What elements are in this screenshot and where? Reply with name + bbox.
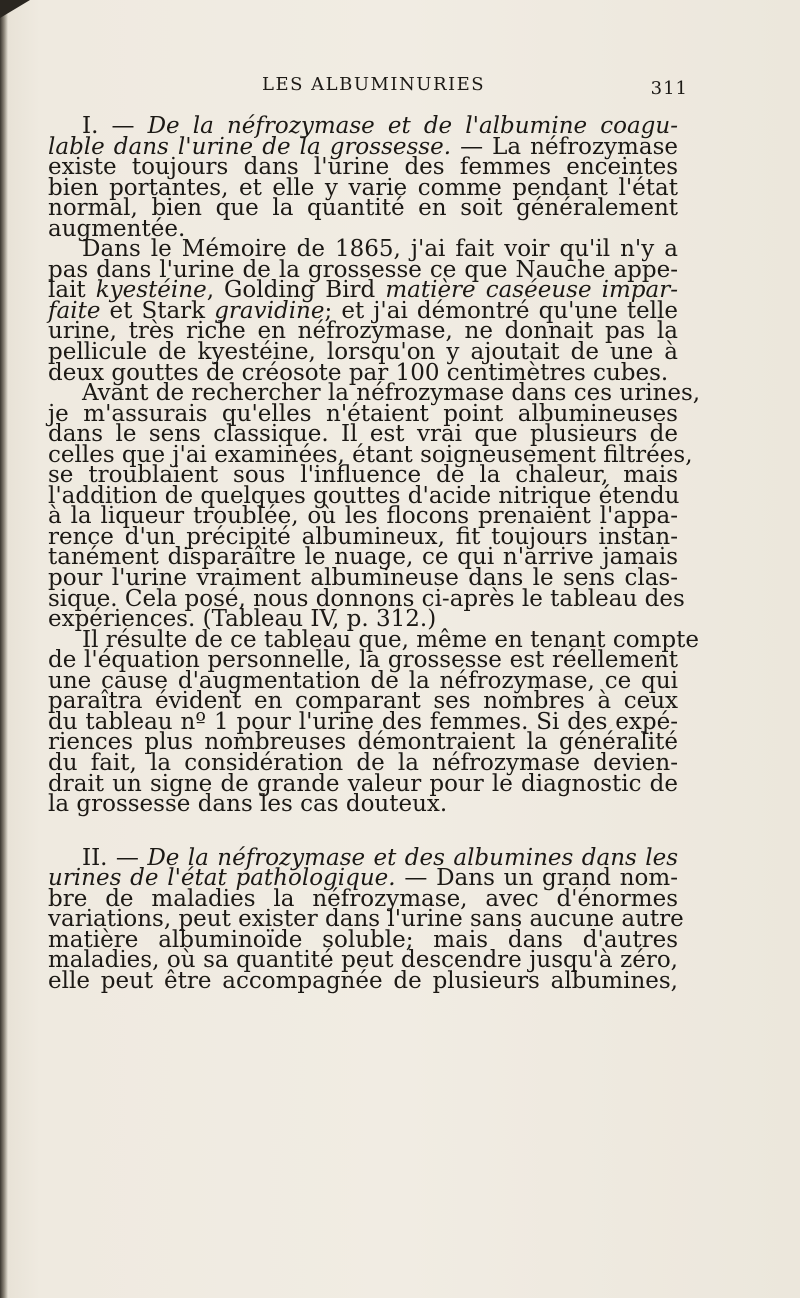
text-span: pas dans l'urine de la grossesse ce que Nauche appe- [48, 256, 678, 283]
text-line: à la liqueur troublée, où les flocons prenaient l'appa- [48, 503, 678, 530]
text-line: celles que j'ai examinées, étant soigneusement filtrées, [48, 441, 693, 468]
text-span: — Dans un grand nom- [395, 865, 678, 892]
text-line: Avant de rechercher la néfrozymase dans ces urines, [82, 380, 701, 407]
page-header [48, 74, 688, 98]
italic-term: matière caséeuse impar- [385, 277, 678, 304]
text-line: augmentée. [48, 215, 186, 242]
text-line: normal, bien que la quantité en soit généralement [48, 195, 678, 222]
section-spacer [48, 815, 678, 848]
text-span: variations, peut exister dans l'urine sans aucune autre [48, 906, 684, 933]
paragraph-resultat [48, 626, 699, 818]
text-span: elle peut être accompagnée de plusieurs albumines, [48, 967, 678, 994]
text-line: existe toujours dans l'urine des femmes enceintes [48, 154, 678, 181]
text-line [48, 967, 678, 994]
text-line: de l'équation personnelle, la grossesse est réellement [48, 647, 678, 674]
text-line: rence d'un précipité albumineux, fit toujours instan- [48, 523, 678, 550]
text-span: ; et j'ai démontré qu'une telle [324, 297, 678, 324]
text-span: matière albuminoïde soluble; mais dans d'autres [48, 926, 678, 953]
section-2 [48, 844, 684, 994]
text-line: je m'assurais qu'elles n'étaient point albumineuses [48, 400, 678, 427]
text-span: deux gouttes de créosote par 100 centimètres cubes. [48, 359, 669, 386]
italic-term: faite [48, 297, 101, 324]
text-span: — La néfrozymase [451, 133, 678, 160]
text-span: bre de maladies la néfrozymase, avec d'énormes [48, 885, 678, 912]
text-line: bien portantes, et elle y varie comme pendant l'état [48, 174, 678, 201]
italic-term: kyestéine [95, 277, 207, 304]
text-line: la grossesse dans les cas douteux. [48, 791, 448, 818]
text-line: expériences. (Tableau IV, p. 312.) [48, 606, 437, 633]
text-line: du tableau nº 1 pour l'urine des femmes. Si des expé- [48, 708, 678, 735]
text-line: Il résulte de ce tableau que, même en tenant compte [82, 626, 699, 653]
running-head: LES ALBUMINURIES [262, 74, 486, 95]
paragraph-memoire [48, 236, 678, 386]
text-span: pellicule de kyestéine, lorsqu'on y ajoutait de une à [48, 339, 678, 366]
text-span: Dans le Mémoire de 1865, j'ai fait voir qu'il n'y a [82, 236, 678, 263]
page-number: 311 [650, 78, 688, 99]
page-corner-shadow [0, 0, 30, 18]
section-number: I. — [82, 113, 148, 139]
text-span: , Golding Bird [206, 277, 386, 304]
text-line: paraîtra évident en comparant ses nombres à ceux [48, 688, 678, 715]
section-title: urines de l'état pathologique. [48, 865, 396, 892]
page-binding-edge [0, 0, 8, 1298]
paragraph-recherche [48, 380, 701, 633]
text-line: drait un signe de grande valeur pour le diagnostic de [48, 770, 678, 797]
section-1 [48, 113, 678, 242]
text-span: urine, très riche en néfrozymase, ne donnait pas la [48, 318, 678, 345]
section-title: De la néfrozymase et des albumines dans les [147, 844, 679, 871]
section-title: lable dans l'urine de la grossesse. [48, 133, 452, 160]
section-title: De la néfrozymase et de l'albumine coagu- [147, 113, 678, 139]
text-line: sique. Cela posé, nous donnons ci-après le tableau des [48, 585, 685, 612]
italic-term: gravidine [214, 297, 325, 324]
text-line: pour l'urine vraiment albumineuse dans le sens clas- [48, 565, 678, 592]
text-span: lait [48, 277, 96, 304]
body-text [48, 113, 701, 994]
text-line: l'addition de quelques gouttes d'acide nitrique étendu [48, 482, 680, 509]
text-line: se troublaient sous l'influence de la chaleur, mais [48, 462, 678, 489]
text-line: riences plus nombreuses démontraient la généralité [48, 729, 678, 756]
section-number: II. — [82, 844, 148, 871]
text-span: et Stark [100, 297, 215, 324]
text-line: dans le sens classique. Il est vrai que plusieurs de [48, 421, 678, 448]
text-line: une cause d'augmentation de la néfrozymase, ce qui [48, 667, 678, 694]
text-line: du fait, la considération de la néfrozymase devien- [48, 749, 678, 776]
text-span: maladies, où sa quantité peut descendre jusqu'à zéro, [48, 947, 678, 974]
text-line: tanément disparaître le nuage, ce qui n'arrive jamais [48, 544, 678, 571]
